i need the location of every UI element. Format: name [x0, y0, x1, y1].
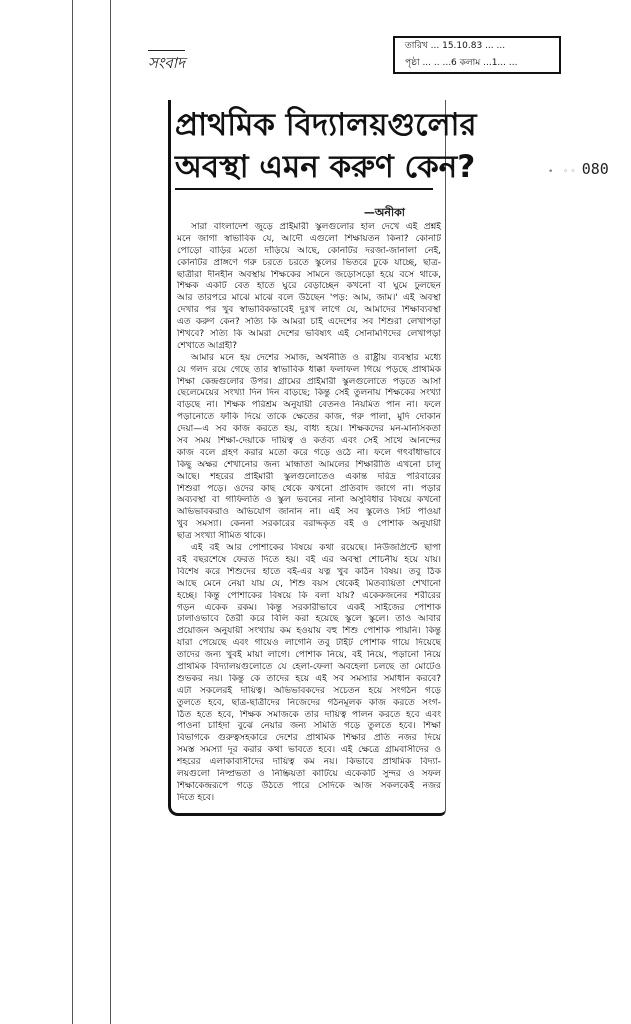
binder-line-left: [72, 0, 73, 1024]
article-text-line: বাড়ছে না। শিক্ষক পরিশ্রম অনুযায়ী বেতনও নিয়মিত পান না। ফলে: [177, 400, 441, 411]
article-text-line: আর তারপরে মাঝে মাঝে বলে উঠছেন 'পড়: আম, জাম।' এই অবস্থা: [177, 293, 441, 304]
article-text-line: যারা পেয়েছে এবং গায়েও লাগেনি তবু টাইট পোশাক গায়ে দিয়েছে: [177, 638, 441, 649]
headline-line-1: প্রাথমিক বিদ্যালয়গুলোর: [175, 107, 477, 143]
article-text-line: বই বছরশেষে ফেরত দিতে হয়। বই এর অবস্থা শোচনীয় হয়ে যায়।: [177, 554, 441, 565]
article-text-line: প্রাথমিক বিদ্যালয়গুলোতে যে হেলা-ফেলা অবহেলা চলছে তা মোটেও: [177, 661, 441, 672]
article-text-line: খুব সমস্যা। কেননা সরকারের বরাদ্দকৃত বই ও পোশাক অনুযায়ী: [177, 519, 441, 530]
article-text-line: শহরের এলাকাবাসীদের দায়িত্ব কম নয়। কিভাবে প্রাথমিক বিদ্যা-: [177, 757, 441, 768]
article-text-line: শিশুরা পড়ে। ওদের কাছ থেকে কখনো প্রতিবাদ জাগে না। পড়ার: [177, 483, 441, 494]
article-text-line: তুলতে হবে, ছাত্র-ছাত্রীদের নিজেদের গঠনমূলক কাজ করতে সংগ-: [177, 697, 441, 708]
article-body: [177, 222, 441, 805]
article-text-line: ঠিত হতে হবে, শিক্ষক সমাজকে তার দায়িত্ব পালন করতে হবে এবং: [177, 709, 441, 720]
article-text-line: দেয়া—এ সব কাজ করতে হয়, বাধ্য হয়ে। শিক্ষকদের মন-মানসিকতা: [177, 424, 441, 435]
newspaper-source-label: সংবাদ: [148, 50, 185, 77]
article-text-line: শিক্ষা কেন্দ্রগুলোর উপর। গ্রামের প্রাইমারী স্কুলগুলোতে পড়তে আসা: [177, 376, 441, 387]
article-text-line: মনে জাগা স্বাভাবিক যে, আদৌ এগুলো শিক্ষায়তন কিনা? কোনটি: [177, 233, 441, 244]
article-text-line: সব সময় শিক্ষা-দেয়াকে দায়িত্ব ও কর্তব্য এবং সেই সাথে আনন্দের: [177, 436, 441, 447]
article-text-line: এত করুণ কেন? সত্যি কি আমরা চাই এদেশের সব শিশুরা লেখাপড়া: [177, 317, 441, 328]
article-text-line: অব্যবস্থা বা গাফিলতি ও স্কুল ভবনের নানা অসুবিধার বিষয়ে কখনো: [177, 495, 441, 506]
article-text-line: ঢালাওভাবে তৈরী করে বিলি করা হয়েছে স্কুলে স্কুলে। তাও আবার: [177, 614, 441, 625]
headline: [175, 104, 477, 190]
article-text-line: শিক্ষাকেন্দ্ররূপে গড়ে উঠতে পারে সেদিকে আজ সকলকেই নজর: [177, 780, 441, 791]
article-text-line: আছে মেনে নেয়া যায় যে, শিশু বয়স থেকেই মিতব্যয়িতা শেখানো: [177, 578, 441, 589]
archive-stamp: [548, 160, 609, 178]
article-text-line: সমস্ত সমস্যা দূর করার কথা ভাবতে হবে। এই ক্ষেত্রে গ্রামবাসীদের ও: [177, 745, 441, 756]
date-box: [393, 36, 561, 74]
stamp-dots: • ◦◦: [548, 167, 578, 177]
article-text-line: অভিভাবকরাও অভিযোগ জানান না। এই সব স্কুলেও সিট পাওয়া: [177, 507, 441, 518]
binder-line-right: [110, 0, 111, 1024]
article-text-line: সারা বাংলাদেশ জুড়ে প্রাইমারী স্কুলগুলোর হাল দেখে এই প্রশ্নই: [191, 222, 441, 232]
article-text-line: দিতে হবে।: [177, 792, 215, 803]
article-text-line: কিছু অক্ষর শেখানোর জন্য মান্ধাতা আমলের শিক্ষারীতি এখনো চালু: [177, 459, 441, 470]
article-text-line: এটা সকলেরই দায়িত্ব। অভিভাবকদের সচেতন হয়ে সংগঠন গড়ে: [177, 685, 441, 696]
date-line: তারিখ ... 15.10.83 ... ...: [405, 41, 506, 51]
article-text-line: তাদের জন্য খুবই মায়া লাগে। পোশাক নিয়ে, বই নিয়ে, পড়ানো নিয়ে: [177, 650, 441, 661]
article-text-line: প্রয়োজন অনুযায়ী সংখ্যায় কম হওয়ায় বহু শিশু পোশাক পায়নি। কিন্তু: [177, 626, 441, 637]
article-text-line: কোনটির প্রাঙ্গণে গরু চরতে চরতে স্কুলের ভিতরে ঢুকে যাচ্ছে, ছাত্র-: [177, 257, 441, 268]
article-text-line: শেখাতে আগ্রহী?: [177, 340, 238, 351]
article-text-line: আমার মনে হয় দেশের সমাজ, অর্থনীতি ও রাষ্ট্রীয় ব্যবস্থার মধ্যে: [191, 352, 441, 363]
article-text-line: পড়ানোতে ফাঁকি দিয়ে তাকে ক্ষেতের কাজ, গরু পালা, মুদি দোকান: [177, 412, 441, 423]
article-text-line: দেখার পর খুব স্বাভাবিকভাবেই দুঃখ লাগে যে, আমাদের শিক্ষাব্যবস্থা: [177, 305, 441, 316]
article-text-line: হচ্ছে। কিন্তু পোশাকের বিষয়ে কি বলা যায়? একেকজনের শরীরের: [177, 590, 441, 601]
article-text-line: কাজ বলে গ্রহণ করার মতো করে গড়ে ওঠে না। ফলে গৎবাঁধাভাবে: [177, 447, 441, 458]
article-text-line: ছাত্রীরা দীনহীন অবস্থায় শিক্ষকের সামনে জড়োসড়ো হয়ে বসে থাকে,: [177, 269, 441, 280]
newspaper-clipping: [168, 100, 477, 816]
article-text-line: লয়গুলো নিষ্প্রভতা ও নিষ্ক্রিয়তা কাটিয়ে একেকটি সুন্দর ও সফল: [177, 768, 441, 779]
headline-line-2: অবস্থা এমন করুণ কেন?: [175, 146, 433, 190]
article-text-line: ছাত্র সংখ্যা সীমিত থাকে।: [177, 531, 266, 542]
article-text-line: শিক্ষক একটি বেত হাতে ঘুরে বেড়াচ্ছেন কখনো বা ঘুমে ঢুলছেন: [177, 281, 441, 292]
article-text-line: এই বই আর পোশাকের বিষয়ে কথা রয়েছে। নিউজপ্রিন্টে ছাপা: [191, 543, 441, 554]
article-text-line: শুভকর নয়। কিন্তু কে তাদের হয়ে এই সব সমস্যার সমাধান করবে?: [177, 673, 441, 684]
article-text-line: বিশেষ করে শিশুদের হাতে বই-এর যত্ন খুব কঠিন বিষয়। তবু ঠিক: [177, 566, 441, 577]
article-text-line: গড়ন একেক রকম। কিন্তু সরকারীভাবে একই সাইজের পোশাক: [177, 602, 441, 613]
article-text-line: ছেলেমেয়ের সংখ্যা দিন দিন বাড়ছে; কিন্তু সেই তুলনায় শিক্ষকের সংখ্যা: [177, 388, 441, 399]
page-column-line: পৃষ্ঠা ... .. ...6 কলাম ...1... ...: [405, 58, 518, 68]
article-text-line: আছে। শহরের প্রাইমারী স্কুলগুলোতেও একান্ত দরিদ্র পরিবারের: [177, 471, 441, 482]
article-text-line: বিভাগকে গুরুত্বসহকারে দেশের প্রাথমিক শিক্ষার প্রতি নজর দিয়ে: [177, 733, 441, 744]
article-text-line: শিখবে? সত্যি কি আমরা দেশের ভবিষ্যৎ এই সোনামণিদের লেখাপড়া: [177, 329, 441, 340]
article-text-line: যে গলদ রয়ে গেছে তার স্বাভাবিক ধাক্কা ফলাফল গিয়ে পড়ছে প্রাথমিক: [177, 364, 441, 375]
stamp-number: 080: [581, 160, 609, 178]
byline: —অনীকা: [363, 206, 405, 219]
article-text-line: পোড়ো বাড়ির মতো দাঁড়িয়ে আছে, কোনটির দরজা-জানালা নেই,: [177, 245, 441, 256]
article-text-line: পাওনা চাহিদা বুঝে নেয়ার জন্য সমিতি গড়ে তুলতে হবে। শিক্ষা: [177, 721, 441, 732]
